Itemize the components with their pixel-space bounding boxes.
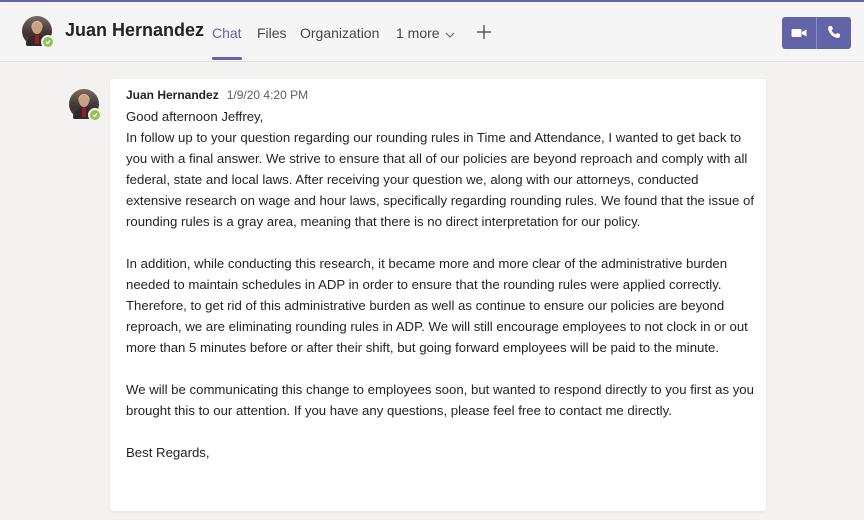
- plus-icon[interactable]: [476, 24, 492, 40]
- call-buttons: [782, 17, 851, 49]
- avatar-face: [79, 95, 89, 107]
- phone-icon: [827, 24, 841, 43]
- message-sender: Juan Hernandez: [126, 88, 219, 102]
- message-paragraph: In follow up to your question regarding our rounding rules in Time and Attendance, I wanted to get back to you with a final answer. We strive to ensure that all of our policies are beyond reproach and comply with all federal, state and local laws. After receiving your question we, along with our attorneys, conducted extensive research on wage and hour laws, specifically regarding rounding rules. We found that the issue of rounding rules is a gray area, meaning that there is no direct interpretation for our policy.: [126, 130, 754, 229]
- contact-avatar[interactable]: [22, 16, 52, 46]
- avatar-tie: [35, 35, 39, 44]
- contact-name: Juan Hernandez: [65, 20, 205, 40]
- message-paragraph: In addition, while conducting this research, it became more and more clear of the administrative burden needed to maintain schedules in ADP in order to ensure that the rounding rules were applied correctly. Therefore, to get rid of this administrative burden as well as continue to ensure our policies are beyond reproach, we are eliminating rounding rules in ADP. We will still encourage employees to not clock in or out more than 5 minutes before or after their shift, but going forward employees will be paid to the minute.: [126, 256, 748, 355]
- avatar-tie: [82, 108, 86, 117]
- message-card[interactable]: [110, 79, 766, 511]
- message-greeting: Good afternoon Jeffrey,: [126, 109, 264, 124]
- message-closing: Best Regards,: [126, 445, 210, 460]
- avatar-face: [32, 22, 42, 34]
- chevron-down-icon: [445, 25, 455, 41]
- tab-more-label: 1 more: [396, 25, 440, 41]
- presence-available-icon: [41, 35, 55, 49]
- message-timestamp: 1/9/20 4:20 PM: [226, 88, 309, 102]
- tab-organization[interactable]: Organization: [300, 25, 380, 41]
- presence-available-icon: [88, 108, 102, 122]
- message-body: [126, 106, 756, 463]
- video-call-button[interactable]: [782, 17, 816, 49]
- message-paragraph: We will be communicating this change to employees soon, but wanted to respond directly to you first as you brought this to our attention. If you have any questions, please feel free to contact me directly.: [126, 382, 754, 418]
- tab-more-dropdown[interactable]: [396, 25, 455, 41]
- chat-header: [0, 0, 864, 62]
- message-meta: [126, 88, 308, 102]
- audio-call-button[interactable]: [816, 17, 851, 49]
- tab-chat[interactable]: Chat: [212, 25, 242, 41]
- video-camera-icon: [791, 24, 807, 43]
- tab-files[interactable]: Files: [257, 25, 287, 41]
- sender-avatar[interactable]: [69, 89, 99, 119]
